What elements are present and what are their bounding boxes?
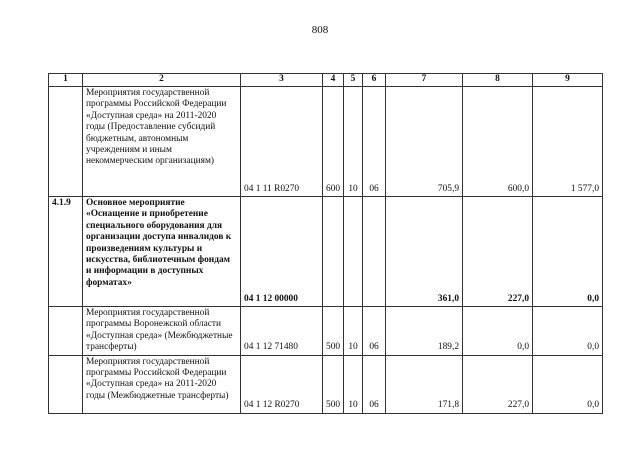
table-row — [49, 87, 603, 197]
row-value-7: 361,0 — [386, 197, 463, 307]
header-col-7: 7 — [386, 74, 463, 87]
row-col-6 — [363, 197, 386, 307]
table-row — [49, 307, 603, 356]
table-header-row — [49, 74, 603, 87]
row-value-9: 0,0 — [533, 355, 603, 413]
row-code: 04 1 11 R0270 — [241, 87, 323, 197]
header-col-6: 6 — [363, 74, 386, 87]
row-col-4: 500 — [323, 355, 344, 413]
row-number — [49, 307, 83, 356]
row-number: 4.1.9 — [49, 197, 83, 307]
header-col-9: 9 — [533, 74, 603, 87]
row-value-8: 0,0 — [463, 307, 533, 356]
table-row — [49, 355, 603, 413]
row-col-5 — [344, 197, 363, 307]
row-code: 04 1 12 00000 — [241, 197, 323, 307]
header-col-2: 2 — [83, 74, 241, 87]
row-code: 04 1 12 71480 — [241, 307, 323, 356]
row-col-6: 06 — [363, 355, 386, 413]
page-number: 808 — [311, 24, 329, 36]
header-col-1: 1 — [49, 74, 83, 87]
row-col-6: 06 — [363, 87, 386, 197]
row-number — [49, 355, 83, 413]
row-value-7: 189,2 — [386, 307, 463, 356]
header-col-5: 5 — [344, 74, 363, 87]
row-name: Мероприятия государственной программы Воронежской области «Доступная среда» (Межбюджетные трансферты) — [83, 307, 241, 356]
row-value-9: 0,0 — [533, 307, 603, 356]
header-col-8: 8 — [463, 74, 533, 87]
row-value-7: 171,8 — [386, 355, 463, 413]
budget-table — [48, 73, 603, 414]
header-col-3: 3 — [241, 74, 323, 87]
row-col-5: 10 — [344, 87, 363, 197]
row-name: Мероприятия государственной программы Российской Федерации «Доступная среда» на 2011-2020 годы (Межбюджетные трансферты) — [83, 355, 241, 413]
row-value-9: 0,0 — [533, 197, 603, 307]
row-code: 04 1 12 R0270 — [241, 355, 323, 413]
row-col-5: 10 — [344, 307, 363, 356]
row-value-9: 1 577,0 — [533, 87, 603, 197]
row-col-4 — [323, 197, 344, 307]
row-name: Основное мероприятие «Оснащение и приобретение специального оборудования для организации доступа инвалидов к произведениям культуры и искусства, библиотечным фондам и информации в доступных форматах» — [83, 197, 241, 307]
row-number — [49, 87, 83, 197]
row-col-4: 600 — [323, 87, 344, 197]
table-row — [49, 197, 603, 307]
header-col-4: 4 — [323, 74, 344, 87]
row-name: Мероприятия государственной программы Российской Федерации «Доступная среда» на 2011-2020 годы (Предоставление субсидий бюджетным, автономным учреждениям и иным некоммерческим организациям) — [83, 87, 241, 197]
row-value-8: 600,0 — [463, 87, 533, 197]
row-col-4: 500 — [323, 307, 344, 356]
row-value-7: 705,9 — [386, 87, 463, 197]
row-col-5: 10 — [344, 355, 363, 413]
row-col-6: 06 — [363, 307, 386, 356]
row-value-8: 227,0 — [463, 197, 533, 307]
row-value-8: 227,0 — [463, 355, 533, 413]
